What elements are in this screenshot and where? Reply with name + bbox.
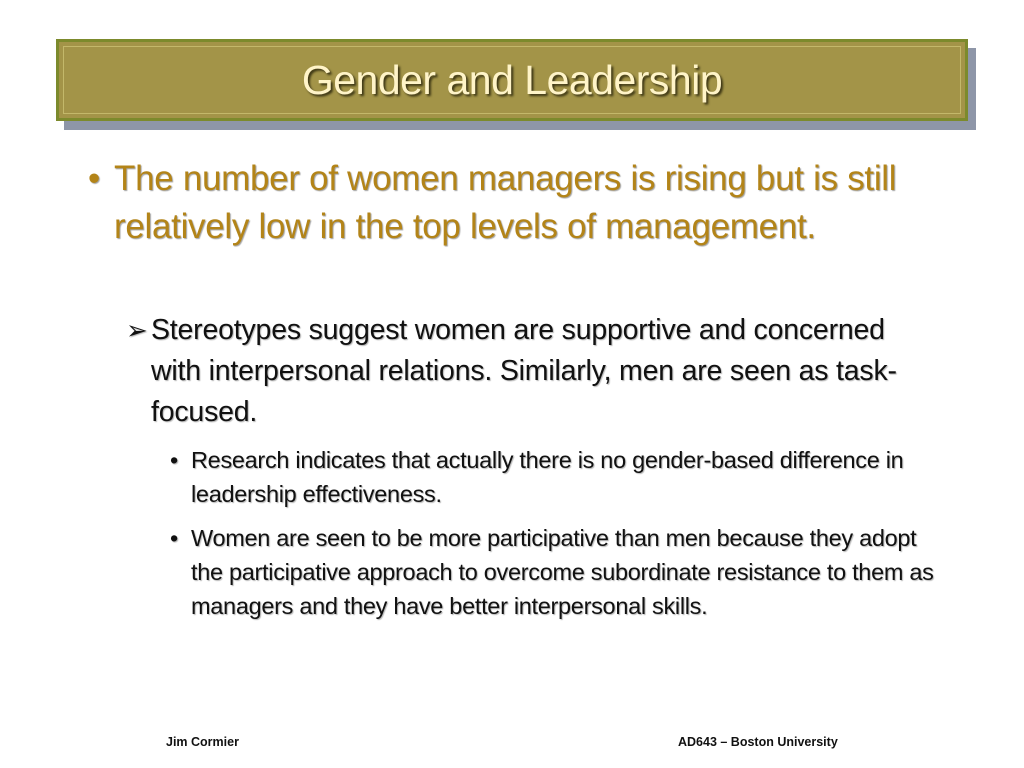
bullet-level3-text: Research indicates that actually there is no gender-based difference in leadership effectiveness. [191, 447, 904, 507]
bullet-level3-text: Women are seen to be more participative than men because they adopt the participative approach to overcome subordinate resistance to them as managers and they have better interpersonal skills. [191, 525, 934, 619]
bullet-level2-text: Stereotypes suggest women are supportive and concerned with interpersonal relations. Similarly, men are seen as task-focused. [151, 314, 897, 428]
bullet-level1-marker: • [88, 159, 101, 198]
bullet-level2-marker: ➢ [126, 315, 148, 345]
bullet-level3-marker: • [170, 525, 179, 551]
footer-course: AD643 – Boston University [678, 735, 838, 749]
slide-title: Gender and Leadership [301, 56, 723, 103]
footer-author: Jim Cormier [166, 735, 239, 749]
bullet-level1-text: The number of women managers is rising but is still relatively low in the top levels of management. [114, 159, 897, 246]
bullet-level3-marker: • [170, 447, 179, 473]
title-banner [56, 39, 968, 121]
